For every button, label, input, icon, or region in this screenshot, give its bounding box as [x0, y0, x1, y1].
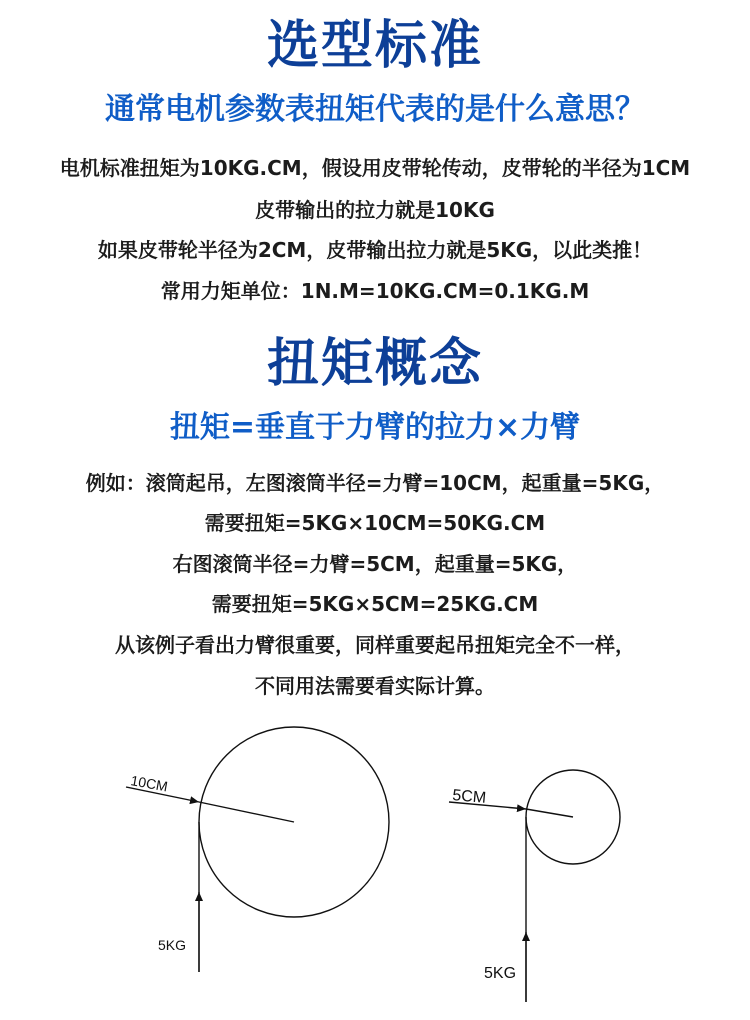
right-load-label: 5KG — [484, 965, 517, 982]
section2-line-3: 右图滚筒半径=力臂=5CM，起重量=5KG， — [172, 552, 578, 576]
section2-line-2: 需要扭矩=5KG×10CM=50KG.CM — [204, 511, 546, 535]
left-pulley — [126, 727, 389, 972]
left-radius-label: 10CM — [129, 772, 170, 795]
section2-line-1: 例如：滚筒起吊，左图滚筒半径=力臂=10CM，起重量=5KG， — [85, 471, 665, 495]
section1-title: 选型标准 — [266, 16, 483, 76]
section1-line-1: 电机标准扭矩为10KG.CM，假设用皮带轮传动，皮带轮的半径为1CM — [59, 156, 691, 180]
left-radius-line — [199, 802, 294, 822]
right-radius-label: 5CM — [451, 787, 487, 807]
section2-subtitle: 扭矩=垂直于力臂的拉力×力臂 — [169, 410, 581, 445]
section2-line-4: 需要扭矩=5KG×5CM=25KG.CM — [211, 592, 539, 616]
section2-title: 扭矩概念 — [266, 334, 483, 394]
section1-line-3: 如果皮带轮半径为2CM，皮带输出拉力就是5KG，以此类推！ — [97, 238, 653, 262]
section1-subtitle: 通常电机参数表扭矩代表的是什么意思？ — [105, 92, 645, 127]
pulley-diagram — [0, 710, 750, 1020]
section2-line-6: 不同用法需要看实际计算。 — [255, 674, 495, 698]
section1-line-2: 皮带输出的拉力就是10KG — [255, 198, 495, 222]
right-radius-line — [526, 809, 573, 817]
left-load-label: 5KG — [158, 937, 187, 953]
section1-line-4: 常用力矩单位：1N.M=10KG.CM=0.1KG.M — [160, 279, 590, 303]
section2-line-5: 从该例子看出力臂很重要，同样重要起吊扭矩完全不一样， — [115, 633, 635, 657]
